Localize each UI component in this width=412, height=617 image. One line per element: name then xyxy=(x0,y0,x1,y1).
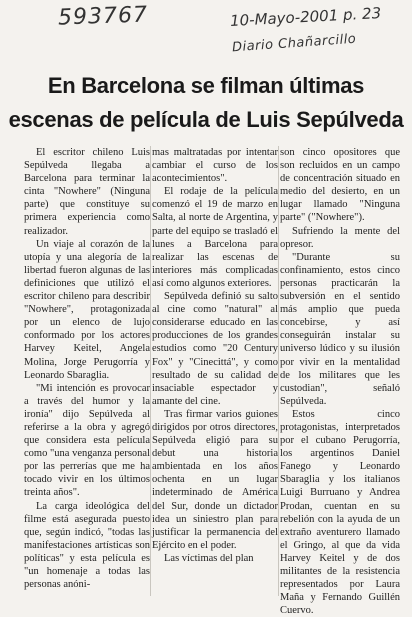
paragraph: "Durante su confinamiento, estos cinco personas practicarán la subversión en el sentido más amplio que pueda concebirse, y así conseguirán instalar su universo lúdico y su ilusión por vivir en la mentalidad de los militares que les custodian", señaló Sepúlveda. xyxy=(280,251,400,407)
paragraph: La carga ideológica del filme está asegurada puesto que, según indicó, "todas las manifestaciones artísticas son políticas" y esta película es "un homenaje a todas las personas anóni- xyxy=(24,500,150,591)
handwritten-source: Diario Chañarcillo xyxy=(231,31,357,56)
paragraph: Un viaje al corazón de la utopía y una alegoría de la libertad fueron algunas de las definiciones que utilizó el escritor chileno para describir "Nowhere", protagonizada por un elenco de lujo conformado por los actores Harvey Keitel, Angela Molina, Jorge Perugorría y Leonardo Sbaraglia. xyxy=(24,238,150,381)
paragraph: Tras firmar varios guiones dirigidos por otros directores, Sepúlveda eligió para su debut una historia ambientada en los años ochenta en un lugar indeterminado de América del Sur, donde un dictador idea un siniestro plan para justificar la permanencia del Ejército en el poder. xyxy=(152,408,278,551)
headline-line-2: escenas de película de Luis Sepúlveda xyxy=(8,107,404,132)
paragraph: Sufriendo la mente del opresor. xyxy=(280,225,400,250)
article-column-1 xyxy=(24,146,150,591)
paragraph: Estos cinco protagonistas, interpretados por el cubano Perugorría, los argentinos Daniel Fanego y Leonardo Sbaraglia y los italianos Luigi Burruano y Andrea Prodan, cuentan en su rebelión con la ayuda de un extraño aventurero llamado el Gringo, al que da vida Harvey Keitel y de dos militantes de la resistencia representados por Laura Maña y Fernando Guillén Cuervo. xyxy=(280,408,400,617)
paragraph: mas maltratadas por intentar cambiar el curso de los acontecimientos". xyxy=(152,147,278,185)
paragraph: Sepúlveda definió su salto al cine como "natural" al considerarse educado en las producciones de los grandes estudios como "20 Century Fox" y "Cinecittá", y como resultado de su calidad de insaciable espectador y amante del cine. xyxy=(152,291,278,407)
handwritten-date: 10-Mayo-2001 p. 23 xyxy=(229,4,382,30)
article-column-3 xyxy=(280,146,400,617)
handwritten-id-number: 593767 xyxy=(57,2,149,31)
paragraph: "Mi intención es provocar a través del humor y la ironía" dijo Sepúlveda al referirse a la obra y agregó que considera esta película como "una venganza personal por las perrerías que me ha tocado vivir en los últimos treinta años". xyxy=(24,382,150,499)
column-divider xyxy=(150,146,151,596)
paragraph: Las víctimas del plan xyxy=(164,552,254,564)
article-column-2 xyxy=(152,146,278,565)
column-divider xyxy=(278,146,279,596)
paragraph: son cinco opositores que son recluidos en un campo de concentración situado en medio del desierto, en un lugar llamado "Ninguna parte" ("Nowhere"). xyxy=(280,147,400,224)
headline-line-1: En Barcelona se filman últimas xyxy=(47,73,365,98)
paragraph: El rodaje de la película comenzó el 19 de marzo en Salta, al norte de Argentina, y parte del equipo se trasladó el lunes a Barcelona para realizar las escenas de interiores más complicadas así como algunos exteriores. xyxy=(152,186,278,289)
paragraph: El escritor chileno Luis Sepúlveda llegaba a Barcelona para terminar la cinta "Nowhere" (Ninguna parte) que constituye su primera experiencia como realizador. xyxy=(24,147,150,237)
